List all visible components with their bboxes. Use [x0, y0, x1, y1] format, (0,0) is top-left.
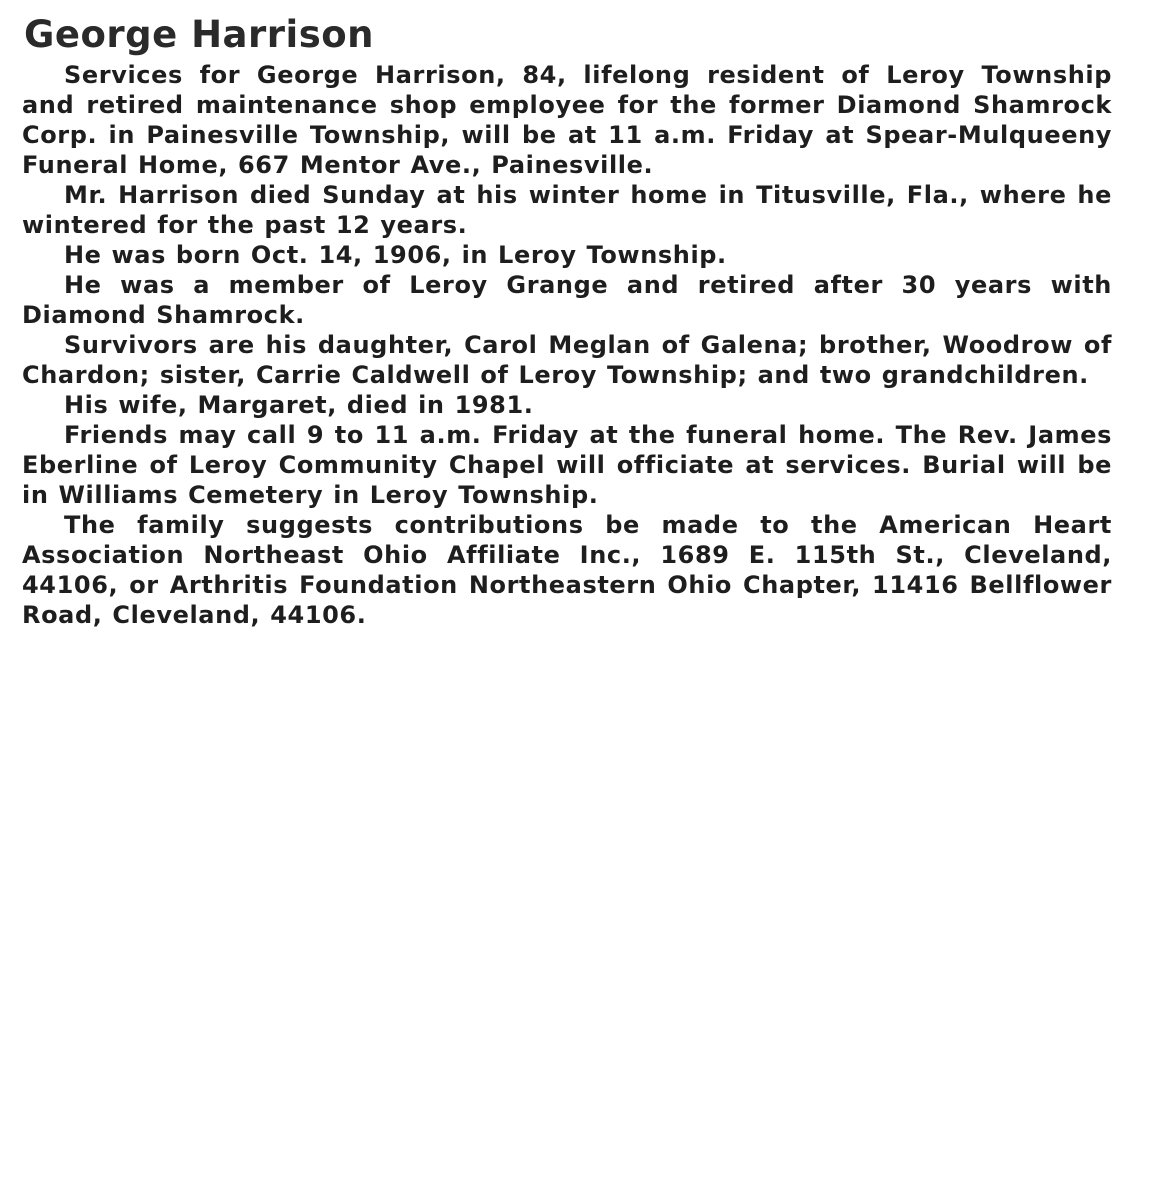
paragraph-birth: He was born Oct. 14, 1906, in Leroy Township. [64, 241, 727, 269]
paragraph-spouse: His wife, Margaret, died in 1981. [64, 391, 534, 419]
paragraph-membership: He was a member of Leroy Grange and retired after 30 years with Diamond Shamrock. [22, 271, 1112, 329]
obituary-body [22, 60, 1112, 630]
paragraph-death: Mr. Harrison died Sunday at his winter home in Titusville, Fla., where he wintered for the past 12 years. [22, 181, 1112, 239]
paragraph-survivors: Survivors are his daughter, Carol Meglan of Galena; brother, Woodrow of Chardon; sister, Carrie Caldwell of Leroy Township; and two grandchildren. [22, 331, 1112, 389]
paragraph-contributions: The family suggests contributions be made to the American Heart Association Northeast Ohio Affiliate Inc., 1689 E. 115th St., Cleveland, 44106, or Arthritis Foundation Northeastern Ohio Chapter, 11416 Bellflower Road, Cleveland, 44106. [22, 511, 1112, 629]
paragraph-calling-hours: Friends may call 9 to 11 a.m. Friday at the funeral home. The Rev. James Eberline of Leroy Community Chapel will officiate at services. Burial will be in Williams Cemetery in Leroy Township. [22, 421, 1112, 509]
obituary-clipping [22, 12, 1112, 630]
paragraph-services: Services for George Harrison, 84, lifelong resident of Leroy Township and retired maintenance shop employee for the former Diamond Shamrock Corp. in Painesville Township, will be at 11 a.m. Friday at Spear-Mulqueeny Funeral Home, 667 Mentor Ave., Painesville. [22, 61, 1112, 179]
obituary-headline: George Harrison [24, 13, 374, 56]
